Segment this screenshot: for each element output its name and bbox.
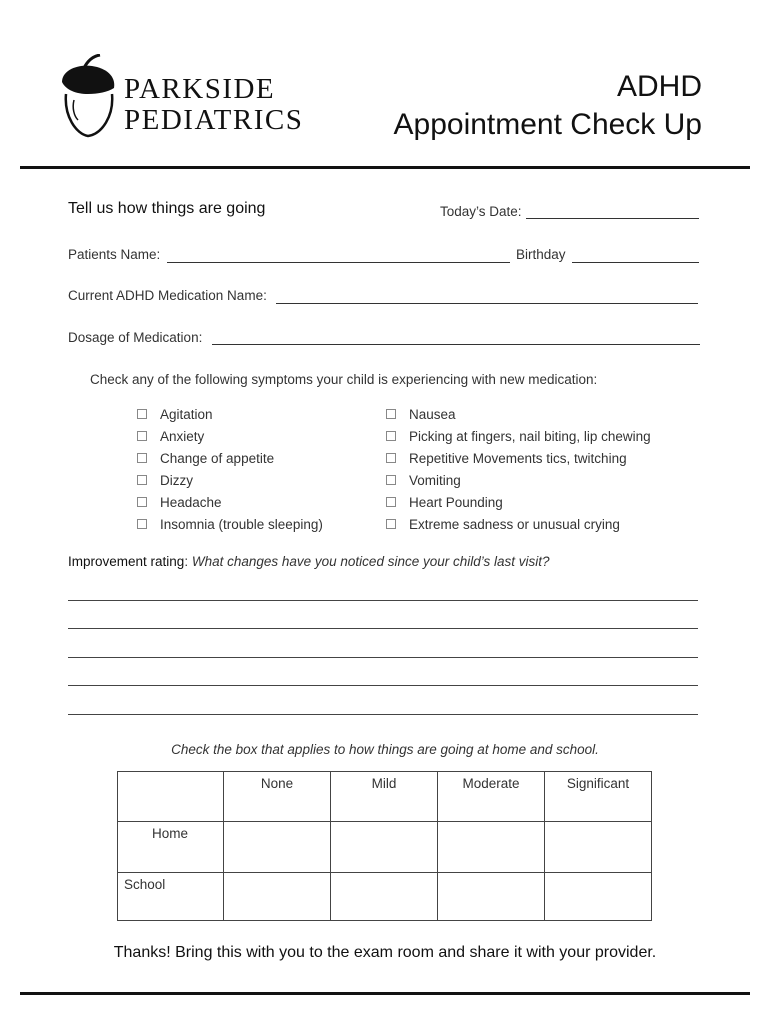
dosage-label: Dosage of Medication: xyxy=(68,330,203,345)
column-header: Mild xyxy=(331,772,438,822)
checkbox[interactable] xyxy=(386,431,396,441)
rating-cell[interactable] xyxy=(224,873,331,921)
checkbox[interactable] xyxy=(386,475,396,485)
symptom-label: Insomnia (trouble sleeping) xyxy=(160,516,323,532)
todays-date-label: Today’s Date: xyxy=(440,204,522,219)
checkbox[interactable] xyxy=(137,519,147,529)
symptom-label: Vomiting xyxy=(409,472,461,488)
birthday-field[interactable] xyxy=(572,262,699,263)
symptom-item[interactable] xyxy=(137,491,323,513)
dosage-field[interactable] xyxy=(212,344,700,345)
rating-cell[interactable] xyxy=(545,873,652,921)
symptom-item[interactable] xyxy=(386,513,651,535)
todays-date-field[interactable] xyxy=(526,218,699,219)
patient-name-label: Patients Name: xyxy=(68,247,161,262)
writing-line[interactable] xyxy=(68,600,698,601)
column-header: None xyxy=(224,772,331,822)
symptom-label: Agitation xyxy=(160,406,213,422)
checkbox[interactable] xyxy=(386,409,396,419)
symptom-item[interactable] xyxy=(137,469,323,491)
writing-line[interactable] xyxy=(68,714,698,715)
symptom-label: Dizzy xyxy=(160,472,193,488)
checkbox[interactable] xyxy=(137,497,147,507)
checkbox[interactable] xyxy=(386,497,396,507)
footer-divider xyxy=(20,992,750,995)
medication-name-label: Current ADHD Medication Name: xyxy=(68,288,267,303)
checkbox[interactable] xyxy=(137,475,147,485)
table-row xyxy=(118,873,652,921)
symptom-item[interactable] xyxy=(137,513,323,535)
column-header: Moderate xyxy=(438,772,545,822)
birthday-label: Birthday xyxy=(516,247,566,262)
writing-line[interactable] xyxy=(68,628,698,629)
symptom-label: Nausea xyxy=(409,406,456,422)
checkbox[interactable] xyxy=(137,453,147,463)
rating-cell[interactable] xyxy=(438,873,545,921)
symptom-item[interactable] xyxy=(386,425,651,447)
symptom-item[interactable] xyxy=(386,491,651,513)
brand-name-line2: PEDIATRICS xyxy=(124,104,304,136)
symptom-label: Headache xyxy=(160,494,222,510)
medication-name-field[interactable] xyxy=(276,303,698,304)
checkbox[interactable] xyxy=(137,409,147,419)
symptom-label: Repetitive Movements tics, twitching xyxy=(409,450,627,466)
brand-name-line1: PARKSIDE xyxy=(124,73,276,105)
symptom-label: Picking at fingers, nail biting, lip chewing xyxy=(409,428,651,444)
symptom-item[interactable] xyxy=(386,447,651,469)
improvement-prompt: Improvement rating: What changes have you noticed since your child’s last visit? xyxy=(68,554,550,569)
checkbox[interactable] xyxy=(137,431,147,441)
symptom-item[interactable] xyxy=(386,403,651,425)
symptom-item[interactable] xyxy=(137,425,323,447)
symptom-label: Extreme sadness or unusual crying xyxy=(409,516,620,532)
symptom-item[interactable] xyxy=(137,447,323,469)
column-header: Significant xyxy=(545,772,652,822)
symptom-label: Heart Pounding xyxy=(409,494,503,510)
section-title: Tell us how things are going xyxy=(68,200,266,217)
rating-cell[interactable] xyxy=(331,822,438,873)
thanks-message: Thanks! Bring this with you to the exam room and share it with your provider. xyxy=(113,944,657,961)
table-header-row xyxy=(118,772,652,822)
parkside-logo xyxy=(58,54,348,144)
corner-cell xyxy=(118,772,224,822)
symptoms-intro: Check any of the following symptoms your child is experiencing with new medication: xyxy=(90,372,598,387)
symptoms-left-column xyxy=(137,403,323,535)
symptoms-right-column xyxy=(386,403,651,535)
form-title-line1: ADHD xyxy=(616,70,702,103)
rating-table xyxy=(117,771,652,921)
form-title-line2: Appointment Check Up xyxy=(393,108,702,141)
rating-cell[interactable] xyxy=(545,822,652,873)
improvement-question: What changes have you noticed since your child’s last visit? xyxy=(191,554,550,569)
header-divider xyxy=(20,166,750,169)
row-label: Home xyxy=(118,822,224,873)
patient-name-field[interactable] xyxy=(167,262,510,263)
checkbox[interactable] xyxy=(386,519,396,529)
acorn-logo-icon xyxy=(58,54,120,144)
writing-line[interactable] xyxy=(68,685,698,686)
table-instruction: Check the box that applies to how things are going at home and school. xyxy=(171,742,599,757)
checkbox[interactable] xyxy=(386,453,396,463)
rating-cell[interactable] xyxy=(438,822,545,873)
improvement-label: Improvement rating xyxy=(68,554,185,569)
row-label: School xyxy=(118,873,224,921)
writing-line[interactable] xyxy=(68,657,698,658)
rating-cell[interactable] xyxy=(331,873,438,921)
symptom-label: Change of appetite xyxy=(160,450,275,466)
symptom-label: Anxiety xyxy=(160,428,205,444)
rating-cell[interactable] xyxy=(224,822,331,873)
symptom-item[interactable] xyxy=(137,403,323,425)
symptom-item[interactable] xyxy=(386,469,651,491)
table-row xyxy=(118,822,652,873)
